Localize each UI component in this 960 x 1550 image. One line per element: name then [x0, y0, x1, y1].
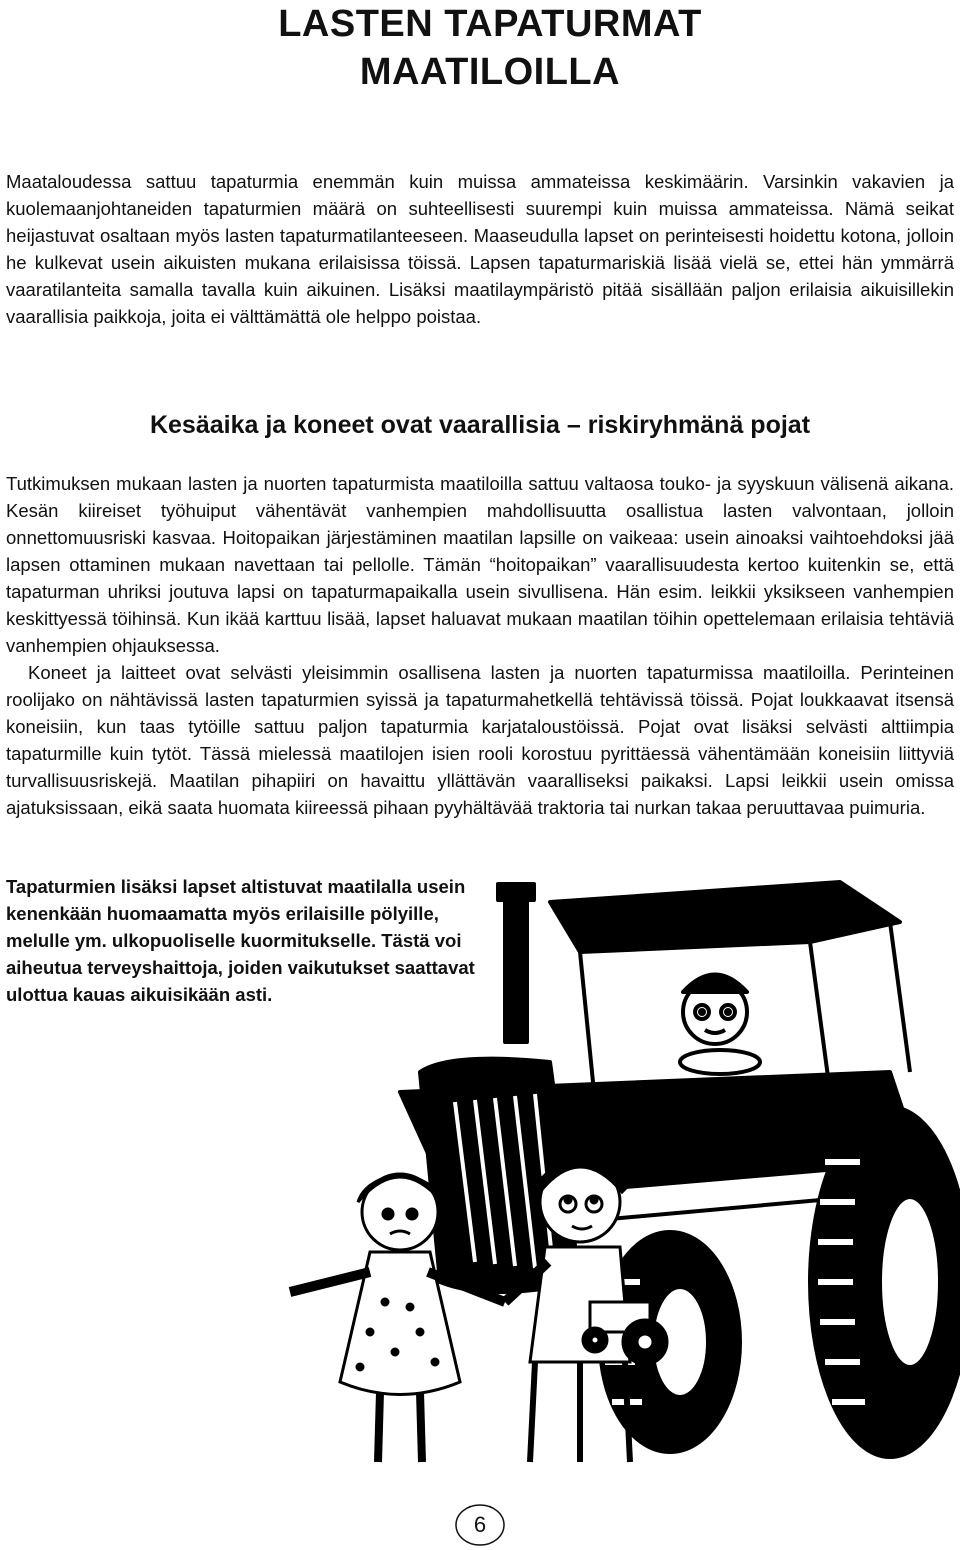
section-heading: Kesäaika ja koneet ovat vaarallisia – riskiryhmänä pojat [149, 411, 811, 439]
page-number-badge [454, 1503, 506, 1547]
page-number: 6 [473, 1512, 487, 1537]
sidebox-text: Tapaturmien lisäksi lapset altistuvat maatilalla usein kenenkään huomaamatta myös erilaisille pölyille, melulle ym. ulkopuoliselle kuormitukselle. Tästä voi aiheutua terveyshaittoja, joiden vaikutukset saattavat ulottua kauas aikuisikään asti. [6, 876, 475, 1005]
intro-paragraph: Maataloudessa sattuu tapaturmia enemmän kuin muissa ammateissa keskimäärin. Varsinkin vakavien ja kuolemaanjohtaneiden tapaturmien määrä on suhteellisesti suurempi kuin muissa ammateissa. Nämä seikat heijastuvat osaltaan myös lasten tapaturmatilanteeseen. Maaseudulla lapset on perinteisesti hoidettu kotona, jolloin he kulkevat usein aikuisten mukana erilaisissa töissä. Lapsen tapaturmariskiä lisää vielä se, ettei hän ymmärrä vaaratilanteita samalla tavalla kuin aikuinen. Lisäksi maatilaympäristö pitää sisällään paljon erilaisia aikuisillekin vaarallisia paikkoja, joita ei välttämättä ole helppo poistaa. [6, 171, 954, 327]
page-title [0, 0, 960, 96]
section-paragraph-2: Koneet ja laitteet ovat selvästi yleisimmin osallisena lasten ja nuorten tapaturmissa maatiloilla. Perinteinen roolijako on nähtävissä lasten tapaturmien syissä ja tapaturmahetkellä tehtävissä töissä. Pojat loukkaavat itsensä koneisiin, kun taas tytöille sattuu paljon tapaturmia karjataloustöissä. Pojat ovat lisäksi selvästi alttiimpia tapaturmille kuin tytöt. Tässä mielessä maatilojen isien rooli korostuu pyrittäessä vähentämään koneisiin liittyviä turvallisuusriskejä. Maatilan pihapiiri on havaittu yllättävän vaaralliseksi paikaksi. Lapsi leikkii usein omissa ajatuksissaan, eikä saata huomata kiireessä pihaan pyyhältävää traktoria tai nurkan takaa peruuttavaa puimuria. [6, 662, 954, 818]
tractor-children-illustration [250, 862, 960, 1472]
section-paragraph-1: Tutkimuksen mukaan lasten ja nuorten tapaturmista maatiloilla sattuu valtaosa touko- ja syyskuun välisenä aikana. Kesän kiireiset työhuiput vähentävät vanhempien mahdollisuutta osallistua lasten valvontaan, jolloin onnettomuusriski kasvaa. Hoitopaikan järjestäminen maatilan lapsille on vaikeaa: usein ainoaksi vaihtoehdoksi jää lapsen ottaminen mukaan navettaan tai pellolle. Tämän “hoitopaikan” vaarallisuudesta kertoo kuitenkin se, että tapaturman uhriksi joutuva lapsi on tapaturmapaikalla usein sivullisena. Hän esim. leikkii yksikseen vanhempien keskittyessä töihinsä. Kun ikää karttuu lisää, lapset haluavat mukaan maatilan töihin opettelemaan erilaisia tehtäviä vanhempien ohjauksessa. [6, 473, 954, 656]
tractor-drawing [400, 882, 960, 1457]
title-line-2: MAATILOILLA [359, 51, 621, 93]
title-line-1: LASTEN TAPATURMAT [278, 3, 702, 45]
